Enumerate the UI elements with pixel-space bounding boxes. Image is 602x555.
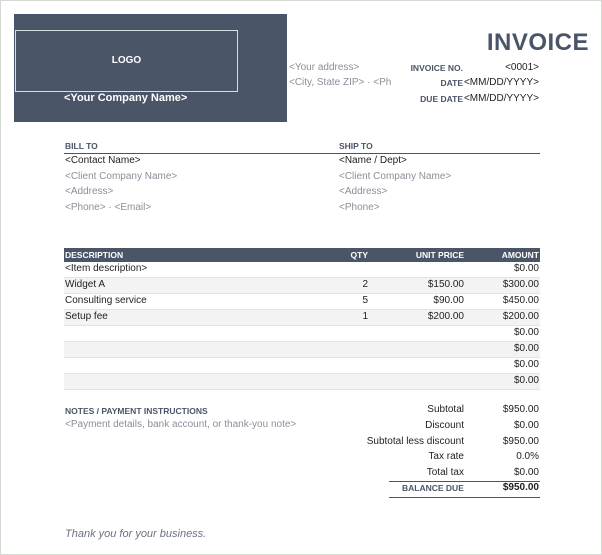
total-tax-value: $0.00	[513, 467, 539, 478]
due-date: <MM/DD/YYYY>	[463, 93, 539, 104]
balance-due-row	[389, 481, 540, 498]
discount-value[interactable]: $0.00	[513, 420, 539, 431]
bill-to-phone-email: <Phone> · <Email>	[65, 202, 152, 213]
ship-to-title: SHIP TO	[339, 141, 373, 151]
cell-qty: 1	[362, 311, 368, 322]
bill-to-contact: <Contact Name>	[65, 155, 141, 166]
ship-to-address: <Address>	[339, 186, 388, 197]
header-unit-price: UNIT PRICE	[415, 250, 464, 260]
cell-qty: 2	[362, 279, 368, 290]
cell-amount: $0.00	[513, 263, 539, 274]
bill-ship-divider	[64, 153, 540, 154]
table-row[interactable]	[64, 278, 540, 294]
cell-description: Widget A	[65, 279, 106, 290]
subtotal-value: $950.00	[502, 404, 539, 415]
logo-placeholder[interactable]	[15, 30, 238, 92]
company-address: <Your address>	[289, 62, 360, 73]
thank-you-note: Thank you for your business.	[65, 528, 207, 540]
cell-amount: $300.00	[502, 279, 539, 290]
notes-text[interactable]: <Payment details, bank account, or thank-you note>	[65, 419, 297, 430]
header-qty: QTY	[350, 250, 368, 260]
table-row[interactable]	[64, 310, 540, 326]
table-row[interactable]	[64, 374, 540, 390]
balance-due-label: BALANCE DUE	[402, 483, 464, 493]
cell-amount: $450.00	[502, 295, 539, 306]
invoice-date-label: DATE	[440, 78, 463, 88]
balance-due-value: $950.00	[502, 482, 539, 493]
cell-amount: $0.00	[513, 359, 539, 370]
cell-amount: $200.00	[502, 311, 539, 322]
ship-to-company: <Client Company Name>	[339, 171, 452, 182]
discount-label: Discount	[425, 420, 464, 431]
cell-amount: $0.00	[513, 343, 539, 354]
header-description: DESCRIPTION	[65, 250, 124, 260]
tax-rate-value[interactable]: 0.0%	[516, 451, 539, 462]
cell-unit-price: $90.00	[433, 295, 464, 306]
subtotal-less-discount-value: $950.00	[502, 436, 539, 447]
tax-rate-label: Tax rate	[428, 451, 464, 462]
company-city-phone: <City, State ZIP> · <Ph	[289, 77, 392, 88]
ship-to-phone: <Phone>	[339, 202, 380, 213]
invoice-date: <MM/DD/YYYY>	[463, 77, 539, 88]
table-row[interactable]	[64, 342, 540, 358]
invoice-title: INVOICE	[486, 29, 589, 56]
company-header-block	[14, 14, 287, 122]
total-tax-label: Total tax	[426, 467, 464, 478]
subtotal-less-discount-label: Subtotal less discount	[366, 436, 464, 447]
table-row[interactable]	[64, 294, 540, 310]
cell-qty: 5	[362, 295, 368, 306]
header-amount: AMOUNT	[501, 250, 539, 260]
table-row[interactable]	[64, 358, 540, 374]
ship-to-name: <Name / Dept>	[339, 155, 407, 166]
notes-title: NOTES / PAYMENT INSTRUCTIONS	[65, 406, 208, 416]
cell-amount: $0.00	[513, 327, 539, 338]
invoice-number: <0001>	[505, 62, 539, 73]
table-row[interactable]	[64, 262, 540, 278]
company-name: <Your Company Name>	[64, 92, 188, 104]
cell-unit-price: $200.00	[427, 311, 464, 322]
line-items-table	[64, 248, 540, 390]
subtotal-label: Subtotal	[427, 404, 464, 415]
table-header	[64, 248, 540, 262]
cell-unit-price: $150.00	[427, 279, 464, 290]
bill-to-title: BILL TO	[65, 141, 98, 151]
cell-description: Consulting service	[65, 295, 147, 306]
cell-description: Setup fee	[65, 311, 108, 322]
bill-to-company: <Client Company Name>	[65, 171, 178, 182]
table-row[interactable]	[64, 326, 540, 342]
cell-description: <Item description>	[65, 263, 148, 274]
due-date-label: DUE DATE	[420, 94, 463, 104]
bill-to-address: <Address>	[65, 186, 114, 197]
invoice-number-label: INVOICE NO.	[410, 63, 463, 73]
logo-text: LOGO	[111, 55, 142, 66]
cell-amount: $0.00	[513, 375, 539, 386]
